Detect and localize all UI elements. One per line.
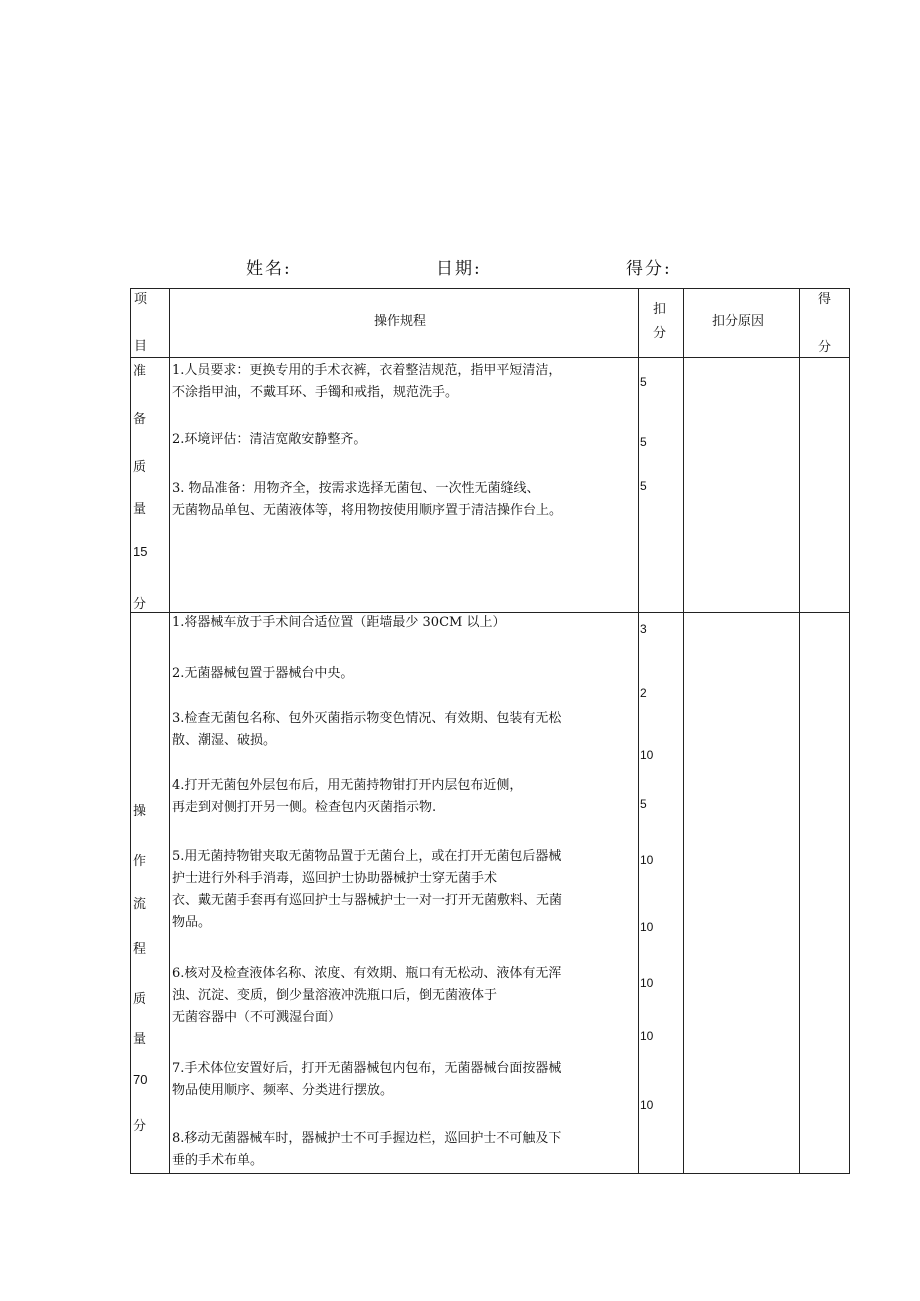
section2-label-6: 量: [133, 1032, 147, 1047]
section2-points-6: 10: [640, 920, 654, 934]
section2-step-4: 4.打开无菌包外层包布后，用无菌持物钳打开内层包布近侧， 再走到对侧打开另一侧。检查包内灭菌指示物.: [172, 778, 523, 815]
date-label: 日期:: [436, 259, 482, 279]
section1-label-3: 质: [133, 460, 147, 475]
section2-points-8: 10: [640, 1029, 654, 1043]
section2-points-3: 10: [640, 748, 654, 762]
section1-points-3: 5: [640, 479, 647, 493]
section2-points-5: 10: [640, 853, 654, 867]
section2-step-7: 7.手术体位安置好后，打开无菌器械包内包布，无菌器械台面按器械 物品使用顺序、频率、分类进行摆放。: [172, 1061, 562, 1098]
section2-step-5: 5.用无菌持物钳夹取无菌物品置于无菌台上，或在打开无菌包后器械 护士进行外科手消毒，巡回护士协助器械护士穿无菌手术 衣、戴无菌手套再有巡回护士与器械护士一对一打开无菌敷料、无菌 物品。: [172, 849, 563, 930]
section2-points-1: 3: [640, 622, 647, 636]
section1-label-5: 15: [133, 544, 148, 559]
col-deduct-char-2: 分: [653, 326, 667, 341]
section2-points-4: 5: [640, 797, 647, 811]
section2-points-7: 10: [640, 976, 654, 990]
score-label: 得分:: [626, 259, 672, 279]
section1-label-6: 分: [133, 597, 147, 612]
section2-step-3: 3.检查无菌包名称、包外灭菌指示物变色情况、有效期、包装有无松 散、潮湿、破损。: [172, 711, 562, 748]
section1-step-2: 2.环境评估：清洁宽敞安静整齐。: [172, 432, 367, 447]
name-label: 姓名:: [246, 259, 292, 279]
col-score-char-1: 得: [818, 292, 832, 307]
section2-label-7: 70: [133, 1072, 148, 1087]
col-score-char-2: 分: [818, 340, 832, 355]
section2-label-4: 程: [133, 942, 147, 957]
col-item-char-1: 项: [134, 292, 148, 307]
section2-step-2: 2.无菌器械包置于器械台中央。: [172, 666, 354, 681]
section2-label-5: 质: [133, 992, 147, 1007]
section2-points-2: 2: [640, 686, 647, 700]
col-reason-header: 扣分原因: [712, 314, 765, 329]
section2-label-1: 操: [133, 804, 147, 819]
section1-label-2: 备: [133, 412, 147, 427]
section1-label-4: 量: [133, 502, 147, 517]
section1-points-1: 5: [640, 375, 647, 389]
section1-label-1: 准: [133, 364, 147, 379]
col-item-char-2: 目: [134, 339, 148, 354]
section1-points-2: 5: [640, 435, 647, 449]
section2-step-1: 1.将器械车放于手术间合适位置（距墙最少 30CM 以上）: [172, 615, 506, 630]
section1-step-1: 1.人员要求：更换专用的手术衣裤，衣着整洁规范，指甲平短清洁， 不涂指甲油，不戴耳环、手镯和戒指，规范洗手。: [172, 363, 562, 400]
section2-step-6: 6.核对及检查液体名称、浓度、有效期、瓶口有无松动、液体有无浑 浊、沉淀、变质，倒少量溶液冲洗瓶口后，倒无菌液体于 无菌容器中（不可溅湿台面）: [172, 966, 562, 1025]
section2-label-2: 作: [133, 854, 147, 869]
col-procedure-header: 操作规程: [374, 314, 427, 329]
section2-label-3: 流: [133, 897, 147, 912]
section1-step-3: 3. 物品准备：用物齐全，按需求选择无菌包、一次性无菌缝线、 无菌物品单包、无菌液体等，将用物按使用顺序置于清洁操作台上。: [172, 481, 563, 518]
section2-points-9: 10: [640, 1098, 654, 1112]
section2-label-8: 分: [133, 1119, 147, 1134]
col-deduct-char-1: 扣: [653, 302, 667, 317]
section2-step-8: 8.移动无菌器械车时，器械护士不可手握边栏，巡回护士不可触及下 垂的手术布单。: [172, 1131, 562, 1168]
